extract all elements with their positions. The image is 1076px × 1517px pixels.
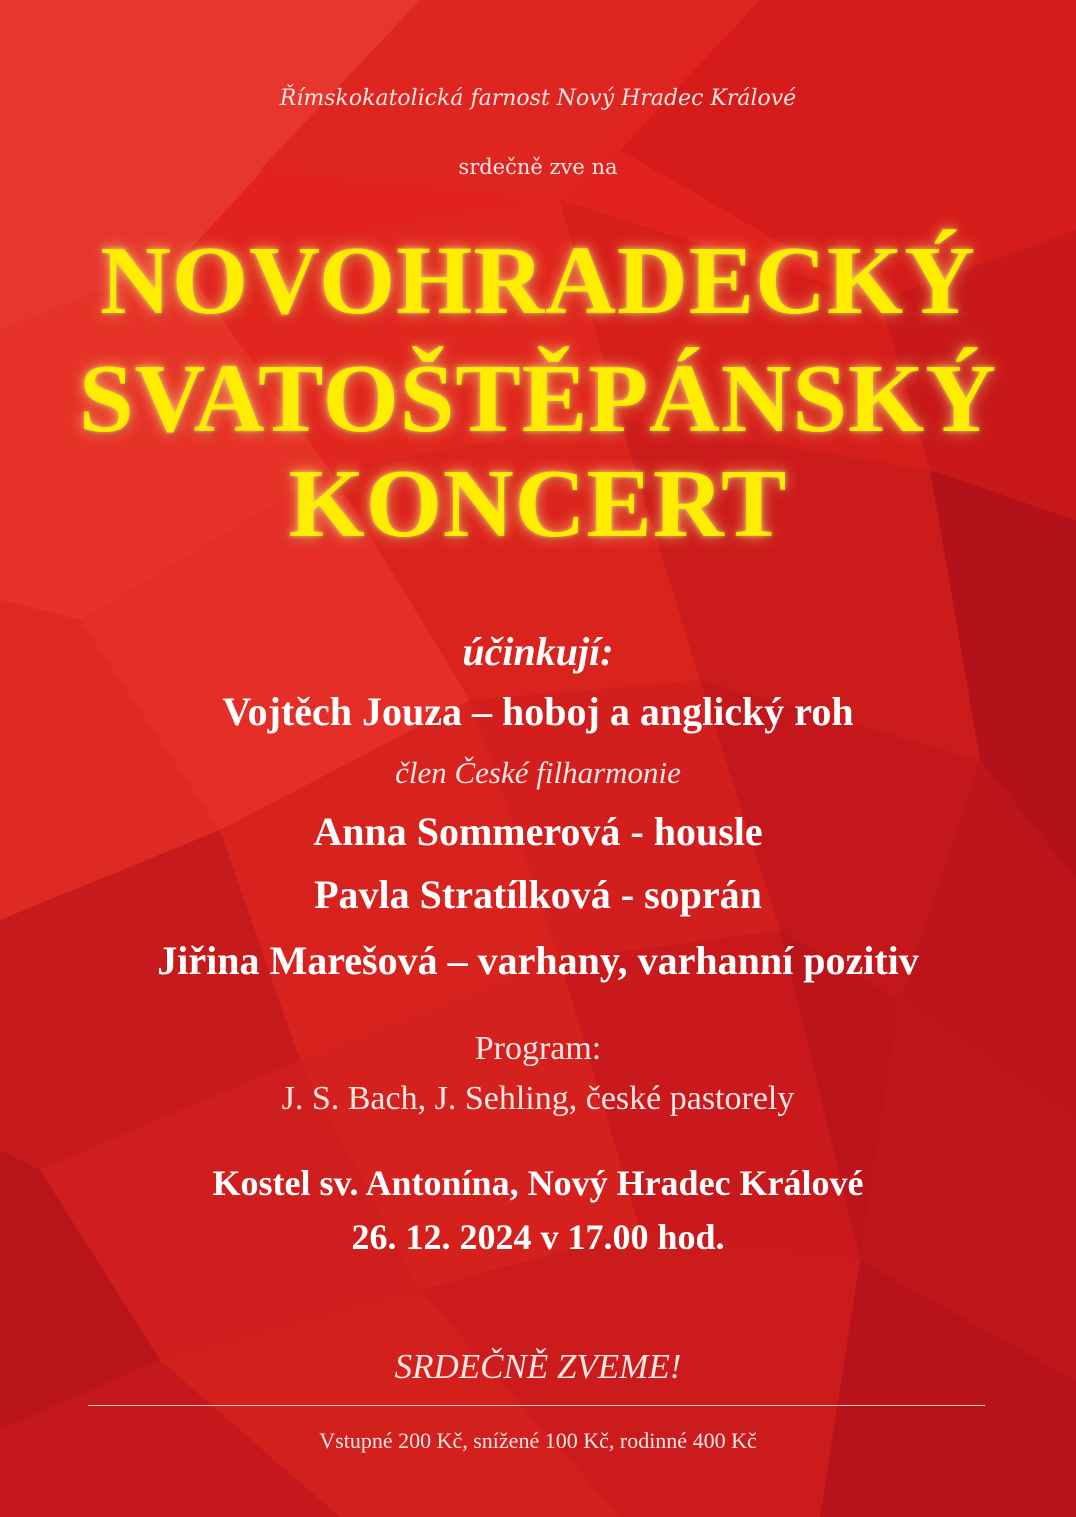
- invite-text: srdečně zve na: [458, 155, 618, 179]
- admission-text: Vstupné 200 Kč, snížené 100 Kč, rodinné 400 Kč: [319, 1428, 757, 1453]
- performer-2: Anna Sommerová - housle: [313, 809, 763, 854]
- performer-4: Jiřina Marešová – varhany, varhanní pozitiv: [157, 938, 919, 983]
- event-venue: Kostel sv. Antonína, Nový Hradec Králové: [212, 1163, 864, 1203]
- event-datetime: 26. 12. 2024 v 17.00 hod.: [351, 1217, 725, 1257]
- performer-1: Vojtěch Jouza – hoboj a anglický roh: [222, 689, 854, 734]
- title-line-2: SVATOŠTĚPÁNSKÝ: [78, 345, 998, 453]
- performer-3: Pavla Stratílková - soprán: [314, 872, 762, 917]
- performers-label: účinkují:: [462, 629, 614, 674]
- program-label: Program:: [474, 1030, 602, 1067]
- program-works: J. S. Bach, J. Sehling, české pastorely: [281, 1080, 795, 1117]
- footer-divider: [88, 1405, 985, 1406]
- title-line-1: NOVOHRADECKÝ: [100, 227, 976, 335]
- closing-text: SRDEČNĚ ZVEME!: [394, 1347, 682, 1386]
- performer-1-note: člen České filharmonie: [395, 755, 681, 790]
- organizer-text: Římskokatolická farnost Nový Hradec Králové: [279, 86, 797, 111]
- title-line-3: KONCERT: [288, 450, 788, 558]
